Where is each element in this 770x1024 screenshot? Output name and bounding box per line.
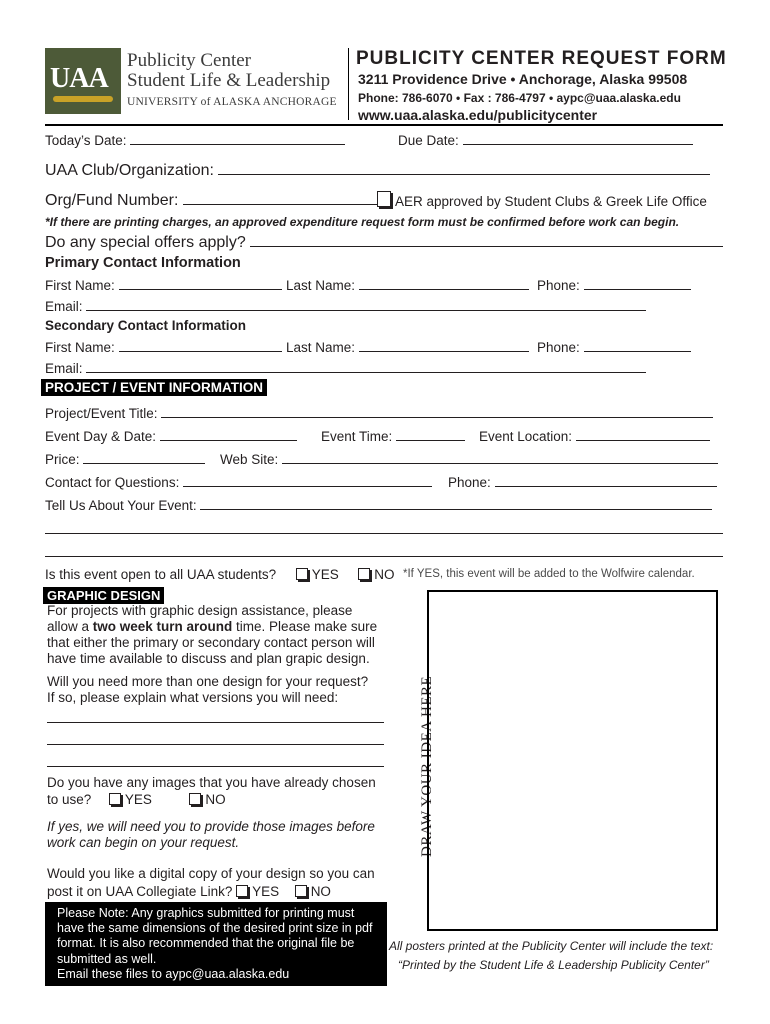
versions-line-3[interactable] bbox=[47, 766, 384, 767]
aer-checkbox[interactable] bbox=[377, 191, 391, 207]
price-field[interactable] bbox=[83, 450, 205, 464]
event-website-label: Web Site: bbox=[220, 452, 279, 467]
due-date-row bbox=[398, 131, 693, 148]
versions-question-2: If so, please explain what versions you will need: bbox=[47, 690, 339, 705]
digital-no-label: NO bbox=[310, 884, 331, 899]
images-no-label: NO bbox=[205, 792, 226, 807]
questions-phone-label: Phone: bbox=[448, 475, 491, 490]
event-location-row bbox=[479, 427, 710, 444]
images-note-1: If yes, we will need you to provide those images before bbox=[47, 819, 375, 834]
primary-last-name-label: Last Name: bbox=[286, 278, 356, 293]
secondary-last-name-label: Last Name: bbox=[286, 340, 356, 355]
due-date-label: Due Date: bbox=[398, 133, 459, 148]
gd-intro-line-2 bbox=[47, 619, 377, 634]
secondary-name-row bbox=[45, 338, 282, 355]
club-row bbox=[45, 161, 710, 180]
wolfwire-note: *If YES, this event will be added to the Wolfwire calendar. bbox=[403, 568, 695, 580]
uaa-logo-mark bbox=[45, 48, 121, 114]
due-date-field[interactable] bbox=[463, 131, 693, 145]
digital-no-checkbox[interactable] bbox=[295, 885, 307, 897]
secondary-contact-heading: Secondary Contact Information bbox=[45, 318, 247, 333]
secondary-last-name-field[interactable] bbox=[359, 338, 529, 352]
club-field[interactable] bbox=[218, 161, 710, 175]
price-row bbox=[45, 450, 205, 467]
header-rule bbox=[45, 124, 723, 126]
open-yes-checkbox[interactable] bbox=[296, 568, 308, 580]
note-line-5: Email these files to aypc@uaa.alaska.edu bbox=[57, 966, 290, 981]
uaa-logo bbox=[45, 48, 345, 114]
primary-name-row bbox=[45, 276, 282, 293]
event-time-row bbox=[321, 427, 465, 444]
logo-line-university: UNIVERSITY of ALASKA ANCHORAGE bbox=[127, 96, 337, 108]
event-website-field[interactable] bbox=[282, 450, 718, 464]
uaa-logo-text: UAA bbox=[50, 63, 108, 94]
images-yes-checkbox[interactable] bbox=[109, 793, 121, 805]
images-note-2: work can begin on your request. bbox=[47, 835, 240, 850]
primary-first-name-label: First Name: bbox=[45, 278, 115, 293]
special-offers-row bbox=[45, 233, 723, 252]
open-yes-label: YES bbox=[311, 567, 339, 582]
images-no-checkbox[interactable] bbox=[189, 793, 201, 805]
gd-intro-line-3: that either the primary or secondary contact person will bbox=[47, 635, 375, 650]
secondary-email-row bbox=[45, 359, 646, 376]
event-title-field[interactable] bbox=[161, 404, 713, 418]
header-divider bbox=[348, 48, 349, 120]
tell-us-line-3[interactable] bbox=[45, 556, 723, 557]
graphic-design-heading: GRAPHIC DESIGN bbox=[43, 587, 164, 604]
digital-yes-checkbox[interactable] bbox=[236, 885, 248, 897]
note-line-1: Please Note: Any graphics submitted for printing must bbox=[57, 906, 355, 920]
logo-swoosh bbox=[53, 96, 113, 102]
tell-us-field[interactable] bbox=[200, 496, 712, 510]
primary-phone-label: Phone: bbox=[537, 278, 580, 293]
primary-phone-field[interactable] bbox=[584, 276, 691, 290]
open-to-students-row bbox=[45, 567, 394, 582]
event-title-row bbox=[45, 404, 713, 421]
form-title: PUBLICITY CENTER REQUEST FORM bbox=[356, 48, 727, 69]
note-line-3: format. It is also recommended that the original file be bbox=[57, 936, 355, 951]
event-title-label: Project/Event Title: bbox=[45, 406, 158, 421]
event-date-label: Event Day & Date: bbox=[45, 429, 157, 444]
tell-us-row bbox=[45, 496, 712, 513]
questions-phone-field[interactable] bbox=[495, 473, 717, 487]
secondary-phone-field[interactable] bbox=[584, 338, 691, 352]
draw-your-idea-label: DRAW YOUR IDEA HERE bbox=[419, 675, 435, 857]
center-contact: Phone: 786-6070 • Fax : 786-4797 • aypc@uaa.alaska.edu bbox=[358, 91, 681, 105]
secondary-first-name-field[interactable] bbox=[119, 338, 282, 352]
special-offers-field[interactable] bbox=[250, 233, 723, 247]
primary-first-name-field[interactable] bbox=[119, 276, 282, 290]
open-no-label: NO bbox=[374, 567, 395, 582]
versions-line-2[interactable] bbox=[47, 744, 384, 745]
event-time-label: Event Time: bbox=[321, 429, 393, 444]
questions-contact-label: Contact for Questions: bbox=[45, 475, 180, 490]
event-date-field[interactable] bbox=[160, 427, 297, 441]
questions-contact-row bbox=[45, 473, 432, 490]
primary-email-field[interactable] bbox=[86, 297, 646, 311]
secondary-last-name-row bbox=[286, 338, 529, 355]
note-line-4: submitted as well. bbox=[57, 951, 157, 966]
poster-note-1: All posters printed at the Publicity Center will include the text: bbox=[389, 939, 714, 953]
digital-question-2: post it on UAA Collegiate Link? bbox=[47, 884, 233, 899]
primary-phone-row bbox=[537, 276, 691, 293]
images-question-2: to use? bbox=[47, 792, 92, 807]
draw-idea-box[interactable] bbox=[427, 590, 718, 931]
images-question-2-row bbox=[47, 792, 226, 807]
digital-question-1: Would you like a digital copy of your design so you can bbox=[47, 866, 375, 881]
center-address: 3211 Providence Drive • Anchorage, Alaska 99508 bbox=[358, 71, 688, 87]
submission-note-box bbox=[45, 902, 387, 986]
versions-line-1[interactable] bbox=[47, 722, 384, 723]
digital-yes-label: YES bbox=[252, 884, 280, 899]
todays-date-label: Today’s Date: bbox=[45, 133, 127, 148]
gd-intro-line-2-pre: allow a bbox=[47, 619, 93, 634]
aer-row bbox=[377, 191, 707, 209]
project-section-heading: PROJECT / EVENT INFORMATION bbox=[41, 379, 267, 396]
primary-email-label: Email: bbox=[45, 299, 83, 314]
event-website-row bbox=[220, 450, 718, 467]
secondary-phone-label: Phone: bbox=[537, 340, 580, 355]
images-question-1: Do you have any images that you have already chosen bbox=[47, 775, 376, 790]
special-offers-label: Do any special offers apply? bbox=[45, 234, 246, 251]
price-label: Price: bbox=[45, 452, 80, 467]
primary-last-name-row bbox=[286, 276, 529, 293]
questions-contact-field[interactable] bbox=[183, 473, 432, 487]
gd-intro-line-4: have time available to discuss and plan grapic design. bbox=[47, 651, 370, 666]
versions-question-1: Will you need more than one design for your request? bbox=[47, 674, 369, 689]
open-to-students-question: Is this event open to all UAA students? bbox=[45, 567, 277, 582]
poster-note-2: “Printed by the Student Life & Leadership Publicity Center” bbox=[398, 958, 709, 972]
secondary-email-label: Email: bbox=[45, 361, 83, 376]
secondary-first-name-label: First Name: bbox=[45, 340, 115, 355]
fund-row bbox=[45, 191, 377, 210]
digital-question-2-row bbox=[47, 884, 331, 899]
event-time-field[interactable] bbox=[396, 427, 465, 441]
questions-phone-row bbox=[448, 473, 717, 490]
gd-intro-line-2-post: time. Please make sure bbox=[232, 619, 378, 634]
aer-label: AER approved by Student Clubs & Greek Life Office bbox=[395, 194, 707, 209]
todays-date-field[interactable] bbox=[130, 131, 345, 145]
center-website: www.uaa.alaska.edu/publicitycenter bbox=[358, 107, 598, 123]
images-yes-label: YES bbox=[124, 792, 152, 807]
note-line-2: have the same dimensions of the desired print size in pdf bbox=[57, 921, 373, 936]
tell-us-line-2[interactable] bbox=[45, 533, 723, 534]
secondary-email-field[interactable] bbox=[86, 359, 646, 373]
event-location-label: Event Location: bbox=[479, 429, 573, 444]
event-location-field[interactable] bbox=[576, 427, 710, 441]
primary-contact-heading: Primary Contact Information bbox=[45, 255, 241, 271]
secondary-phone-row bbox=[537, 338, 691, 355]
logo-line-student-life: Student Life & Leadership bbox=[127, 70, 331, 91]
fund-label: Org/Fund Number: bbox=[45, 192, 179, 209]
fund-field[interactable] bbox=[183, 191, 377, 205]
todays-date-row bbox=[45, 131, 345, 148]
open-no-checkbox[interactable] bbox=[358, 568, 370, 580]
event-date-row bbox=[45, 427, 297, 444]
gd-intro-line-1: For projects with graphic design assistance, please bbox=[47, 603, 353, 618]
club-label: UAA Club/Organization: bbox=[45, 162, 214, 179]
printing-note: *If there are printing charges, an approved expenditure request form must be confirmed before work can begin. bbox=[45, 215, 680, 229]
logo-line-publicity-center: Publicity Center bbox=[127, 50, 252, 71]
gd-intro-two-week: two week turn around bbox=[92, 619, 233, 634]
primary-last-name-field[interactable] bbox=[359, 276, 529, 290]
primary-email-row bbox=[45, 297, 646, 314]
tell-us-label: Tell Us About Your Event: bbox=[45, 498, 197, 513]
